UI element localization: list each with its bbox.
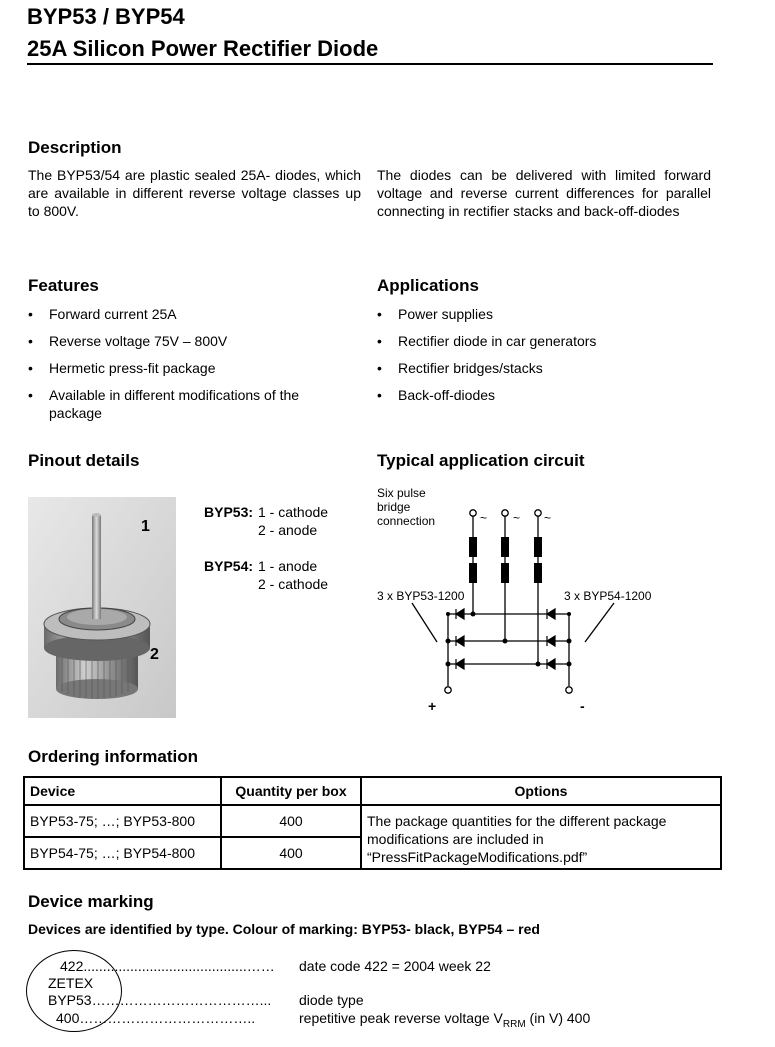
column-header: Options xyxy=(361,777,721,805)
description-heading: Description xyxy=(28,138,122,157)
marking-line-zetex: ZETEX xyxy=(48,975,94,991)
column-header: Quantity per box xyxy=(221,777,361,805)
table-header-row xyxy=(24,777,721,805)
page-subtitle: 25A Silicon Power Rectifier Diode xyxy=(27,36,379,61)
byp54-pin2: 2 - cathode xyxy=(258,576,329,592)
desc-text: (in V) 400 xyxy=(525,1010,591,1026)
quantity-cell: 400 xyxy=(221,805,361,837)
page-title: BYP53 / BYP54 xyxy=(27,4,185,29)
marking-code: 422 xyxy=(60,958,84,974)
marking-subheading: Devices are identified by type. Colour of marking: BYP53- black, BYP54 – red xyxy=(28,921,540,937)
byp53-pin2: 2 - anode xyxy=(258,522,318,538)
list-item: • Rectifier bridges/stacks xyxy=(377,359,707,377)
quantity-cell: 400 xyxy=(221,837,361,869)
minus-label: - xyxy=(580,698,585,714)
features-list xyxy=(28,305,338,431)
caption-line: Six pulse xyxy=(377,486,426,500)
left-diode-label: 3 x BYP53-1200 xyxy=(377,589,465,603)
marking-desc-type: diode type xyxy=(299,992,364,1008)
ac-symbol: ~ xyxy=(513,511,521,525)
ordering-heading: Ordering information xyxy=(28,747,198,766)
plus-label: + xyxy=(428,698,437,714)
diode-photo xyxy=(28,497,176,718)
photo-label-pin1: 1 xyxy=(141,518,150,535)
circuit-heading: Typical application circuit xyxy=(377,451,585,470)
leader-dots: ……………………………….. xyxy=(79,1010,256,1026)
list-item: • Forward current 25A xyxy=(28,305,338,323)
device-cell: BYP53-75; …; BYP53-800 xyxy=(24,805,221,837)
list-item: • Power supplies xyxy=(377,305,707,323)
desc-text: repetitive peak reverse voltage V xyxy=(299,1010,503,1026)
list-item: • Rectifier diode in car generators xyxy=(377,332,707,350)
caption-line: bridge xyxy=(377,500,411,514)
leader-dots: ..........................................…… xyxy=(83,958,275,974)
applications-heading: Applications xyxy=(377,276,480,295)
pinout-heading: Pinout details xyxy=(28,451,140,470)
applications-list xyxy=(377,305,707,413)
leader-dots: ………………………………... xyxy=(91,992,272,1008)
marking-code: BYP53 xyxy=(48,992,92,1008)
ac-symbol: ~ xyxy=(480,511,488,525)
ordering-table xyxy=(23,776,722,870)
title-rule xyxy=(27,63,713,65)
caption-line: connection xyxy=(377,514,436,528)
marking-line-datecode xyxy=(60,958,275,975)
byp53-pin1: 1 - cathode xyxy=(258,504,329,520)
diode-package-image xyxy=(28,497,176,718)
features-heading: Features xyxy=(28,276,99,295)
options-cell: The package quantities for the different package modifications are included in “PressFitPackageModifications.pdf” xyxy=(361,805,721,869)
photo-label-pin2: 2 xyxy=(150,646,159,663)
right-diode-label: 3 x BYP54-1200 xyxy=(564,589,652,603)
description-left: The BYP53/54 are plastic sealed 25A- diodes, which are available in different reverse voltage classes up to 800V. xyxy=(28,167,361,219)
description-right: The diodes can be delivered with limited forward voltage and reverse current differences for parallel connecting in rectifier stacks and back-off-diodes xyxy=(377,167,711,219)
marking-line-voltage xyxy=(56,1010,255,1027)
list-item: • Available in different modifications of the package xyxy=(28,386,338,422)
column-header: Device xyxy=(24,777,221,805)
list-item: • Reverse voltage 75V – 800V xyxy=(28,332,338,350)
byp53-label: BYP53: xyxy=(204,504,254,520)
marking-desc-datecode: date code 422 = 2004 week 22 xyxy=(299,958,491,974)
desc-subscript: RRM xyxy=(502,1018,526,1030)
byp54-label: BYP54: xyxy=(204,558,254,574)
ac-symbol: ~ xyxy=(544,511,552,525)
list-item: • Back-off-diodes xyxy=(377,386,707,404)
byp53-pinout xyxy=(204,503,328,539)
rectifier-circuit-diagram xyxy=(370,500,670,700)
byp54-pinout xyxy=(204,557,328,593)
device-cell: BYP54-75; …; BYP54-800 xyxy=(24,837,221,869)
table-row xyxy=(24,805,721,837)
marking-code: 400 xyxy=(56,1010,80,1026)
list-item: • Hermetic press-fit package xyxy=(28,359,338,377)
marking-desc-voltage xyxy=(299,1010,590,1033)
marking-line-type xyxy=(48,992,271,1009)
byp54-pin1: 1 - anode xyxy=(258,558,318,574)
marking-heading: Device marking xyxy=(28,892,154,911)
